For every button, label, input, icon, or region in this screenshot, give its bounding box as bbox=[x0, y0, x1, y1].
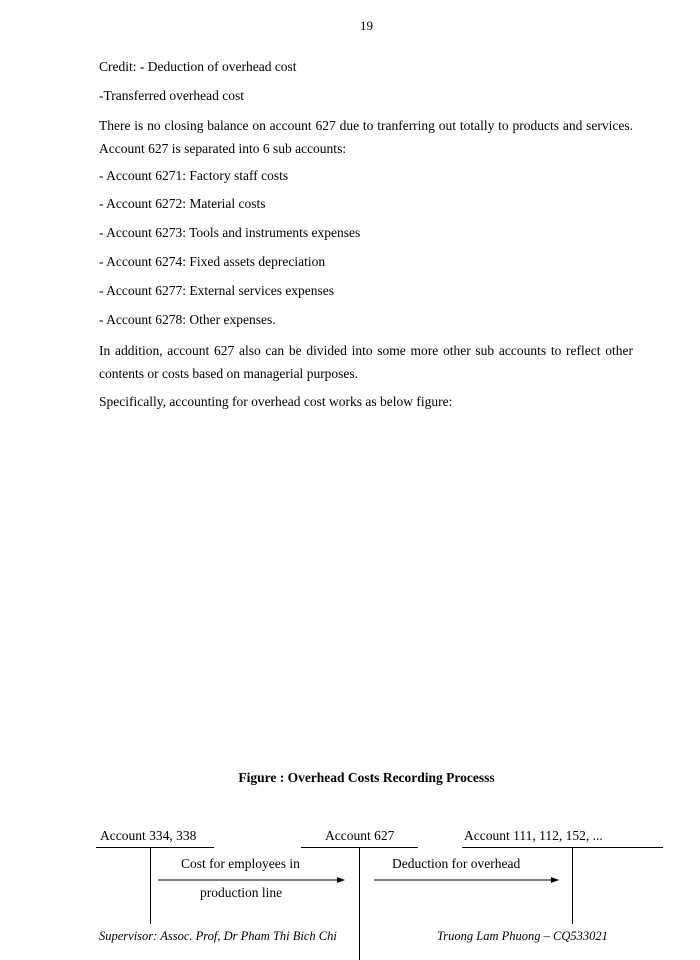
arrow2-label: Deduction for overhead bbox=[392, 856, 521, 871]
sub-account-6273: - Account 6273: Tools and instruments expenses bbox=[99, 225, 361, 240]
specifically-line: Specifically, accounting for overhead cost works as below figure: bbox=[99, 394, 453, 409]
sub-account-6271: - Account 6271: Factory staff costs bbox=[99, 168, 289, 183]
closing-balance-paragraph: There is no closing balance on account 627 due to tranferring out totally to products and services. Account 627 is separated into 6 sub accounts: bbox=[99, 118, 633, 156]
footer-author: Truong Lam Phuong – CQ533021 bbox=[437, 929, 608, 943]
t-account-left-label: Account 334, 338 bbox=[100, 828, 197, 843]
arrow1-label-line1: Cost for employees in bbox=[181, 856, 300, 871]
t-account-right-label: Account 111, 112, 152, ... bbox=[464, 828, 603, 843]
sub-account-6272: - Account 6272: Material costs bbox=[99, 196, 266, 211]
footer-supervisor: Supervisor: Assoc. Prof, Dr Pham Thi Bich Chi bbox=[99, 929, 337, 943]
arrow1-label-line2: production line bbox=[200, 885, 283, 900]
figure-title: Figure : Overhead Costs Recording Processs bbox=[238, 770, 495, 785]
sub-account-6277: - Account 6277: External services expenses bbox=[99, 283, 335, 298]
transferred-line: -Transferred overhead cost bbox=[99, 88, 244, 103]
sub-account-6278: - Account 6278: Other expenses. bbox=[99, 312, 276, 327]
addition-paragraph: In addition, account 627 also can be divided into some more other sub accounts to reflect other contents or costs based on managerial purposes. bbox=[99, 343, 633, 381]
credit-line: Credit: - Deduction of overhead cost bbox=[99, 59, 297, 74]
sub-account-6274: - Account 6274: Fixed assets depreciation bbox=[99, 254, 326, 269]
page-number: 19 bbox=[360, 18, 373, 33]
t-account-middle-label: Account 627 bbox=[325, 828, 395, 843]
